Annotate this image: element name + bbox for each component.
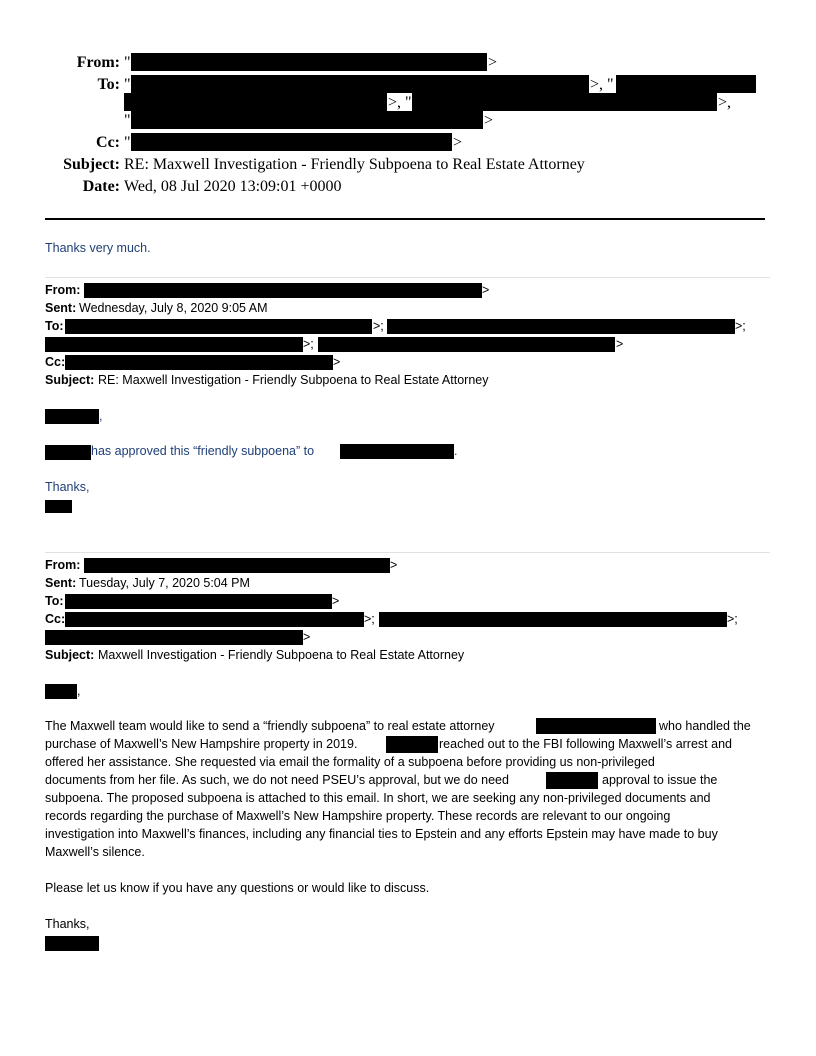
body-line: Maxwell’s silence. bbox=[45, 845, 145, 859]
redaction-block bbox=[45, 630, 303, 645]
redaction-block bbox=[318, 337, 615, 352]
from-label: From: bbox=[76, 54, 120, 71]
subject-label: Subject: bbox=[63, 156, 120, 173]
angle-bracket: > bbox=[453, 134, 463, 151]
redaction-block bbox=[45, 936, 99, 951]
subject-value: RE: Maxwell Investigation - Friendly Subpoena to Real Estate Attorney bbox=[124, 156, 585, 173]
subject-label: Subject: bbox=[45, 648, 95, 662]
redaction-block bbox=[131, 133, 452, 151]
redaction-block bbox=[84, 558, 390, 573]
subject-value: Maxwell Investigation - Friendly Subpoena to Real Estate Attorney bbox=[98, 648, 465, 662]
sent-value: Wednesday, July 8, 2020 9:05 AM bbox=[79, 301, 268, 315]
to-label: To: bbox=[97, 76, 120, 93]
comma: , bbox=[77, 684, 81, 698]
angle-bracket: > bbox=[303, 630, 311, 644]
angle-bracket: > bbox=[616, 337, 624, 351]
redaction-block bbox=[65, 594, 332, 609]
redaction-block bbox=[124, 93, 387, 111]
approval-text: has approved this “friendly subpoena” to bbox=[91, 444, 315, 458]
cc-label: Cc: bbox=[45, 612, 66, 626]
date-value: Wed, 08 Jul 2020 13:09:01 +0000 bbox=[124, 178, 342, 195]
redaction-block bbox=[84, 283, 482, 298]
body-line: subpoena. The proposed subpoena is attached to this email. In short, we are seeking any non-privileged documents and bbox=[45, 791, 711, 805]
quote-mark: " bbox=[124, 76, 131, 93]
redaction-block bbox=[45, 500, 72, 513]
redaction-block bbox=[45, 684, 77, 699]
angle-bracket: > bbox=[484, 112, 494, 129]
body-line: offered her assistance. She requested via email the formality of a subpoena before providing us non-privileged bbox=[45, 755, 655, 769]
body-line: investigation into Maxwell’s finances, including any financial ties to Epstein and any efforts Epstein may have made to buy bbox=[45, 827, 718, 841]
header-divider bbox=[45, 218, 765, 220]
redaction-block bbox=[65, 319, 372, 334]
date-label: Date: bbox=[82, 178, 120, 195]
separator: >; bbox=[364, 612, 375, 626]
to-label: To: bbox=[45, 319, 64, 333]
redaction-block bbox=[65, 612, 364, 627]
separator: >; bbox=[303, 337, 314, 351]
quote-mark: " bbox=[124, 112, 131, 129]
quote-mark: " bbox=[124, 54, 131, 71]
sent-label: Sent: bbox=[45, 301, 77, 315]
separator: >; bbox=[735, 319, 746, 333]
body-line: documents from her file. As such, we do not need PSEU’s approval, but we do need bbox=[45, 773, 509, 787]
angle-bracket: > bbox=[482, 283, 490, 297]
quote-mark: " bbox=[124, 134, 131, 151]
redaction-block bbox=[131, 75, 589, 93]
body-line: purchase of Maxwell’s New Hampshire property in 2019. bbox=[45, 737, 358, 751]
separator: >; bbox=[373, 319, 384, 333]
redaction-block bbox=[379, 612, 727, 627]
comma: , bbox=[99, 409, 103, 423]
separator: >, bbox=[718, 94, 732, 111]
sign-off: Thanks, bbox=[45, 917, 90, 931]
body-line: The Maxwell team would like to send a “friendly subpoena” to real estate attorney bbox=[45, 719, 495, 733]
redaction-block bbox=[340, 444, 454, 459]
redaction-block bbox=[412, 93, 717, 111]
angle-bracket: > bbox=[488, 54, 498, 71]
redaction-block bbox=[45, 445, 91, 460]
redaction-block bbox=[131, 111, 483, 129]
to-label: To: bbox=[45, 594, 64, 608]
from-label: From: bbox=[45, 283, 81, 297]
from-label: From: bbox=[45, 558, 81, 572]
message-divider bbox=[45, 277, 770, 278]
subject-label: Subject: bbox=[45, 373, 95, 387]
redaction-block bbox=[536, 718, 656, 734]
body-line: records regarding the purchase of Maxwell’s New Hampshire property. These records are relevant to our ongoing bbox=[45, 809, 671, 823]
sign-off: Thanks, bbox=[45, 480, 90, 494]
reply-text: Thanks very much. bbox=[45, 241, 151, 255]
angle-bracket: > bbox=[332, 594, 340, 608]
message-divider bbox=[45, 552, 770, 553]
subject-value: RE: Maxwell Investigation - Friendly Subpoena to Real Estate Attorney bbox=[98, 373, 489, 387]
redaction-block bbox=[45, 409, 99, 424]
redaction-block bbox=[45, 337, 303, 352]
angle-bracket: > bbox=[390, 558, 398, 572]
cc-label: Cc: bbox=[45, 355, 66, 369]
sent-value: Tuesday, July 7, 2020 5:04 PM bbox=[79, 576, 250, 590]
redaction-block bbox=[616, 75, 756, 93]
redaction-block bbox=[546, 772, 598, 789]
redaction-block bbox=[386, 736, 438, 753]
body-line: approval to issue the bbox=[602, 773, 718, 787]
period: . bbox=[454, 444, 458, 458]
angle-bracket: > bbox=[333, 355, 341, 369]
separator: >, " bbox=[590, 76, 614, 93]
separator: >; bbox=[727, 612, 738, 626]
redaction-block bbox=[65, 355, 333, 370]
sent-label: Sent: bbox=[45, 576, 77, 590]
body-line: reached out to the FBI following Maxwell’s arrest and bbox=[439, 737, 732, 751]
cc-label: Cc: bbox=[96, 134, 120, 151]
redaction-block bbox=[387, 319, 735, 334]
redaction-block bbox=[131, 53, 487, 71]
separator: >, " bbox=[388, 94, 412, 111]
body-line: who handled the bbox=[659, 719, 751, 733]
body-paragraph: Please let us know if you have any questions or would like to discuss. bbox=[45, 881, 430, 895]
